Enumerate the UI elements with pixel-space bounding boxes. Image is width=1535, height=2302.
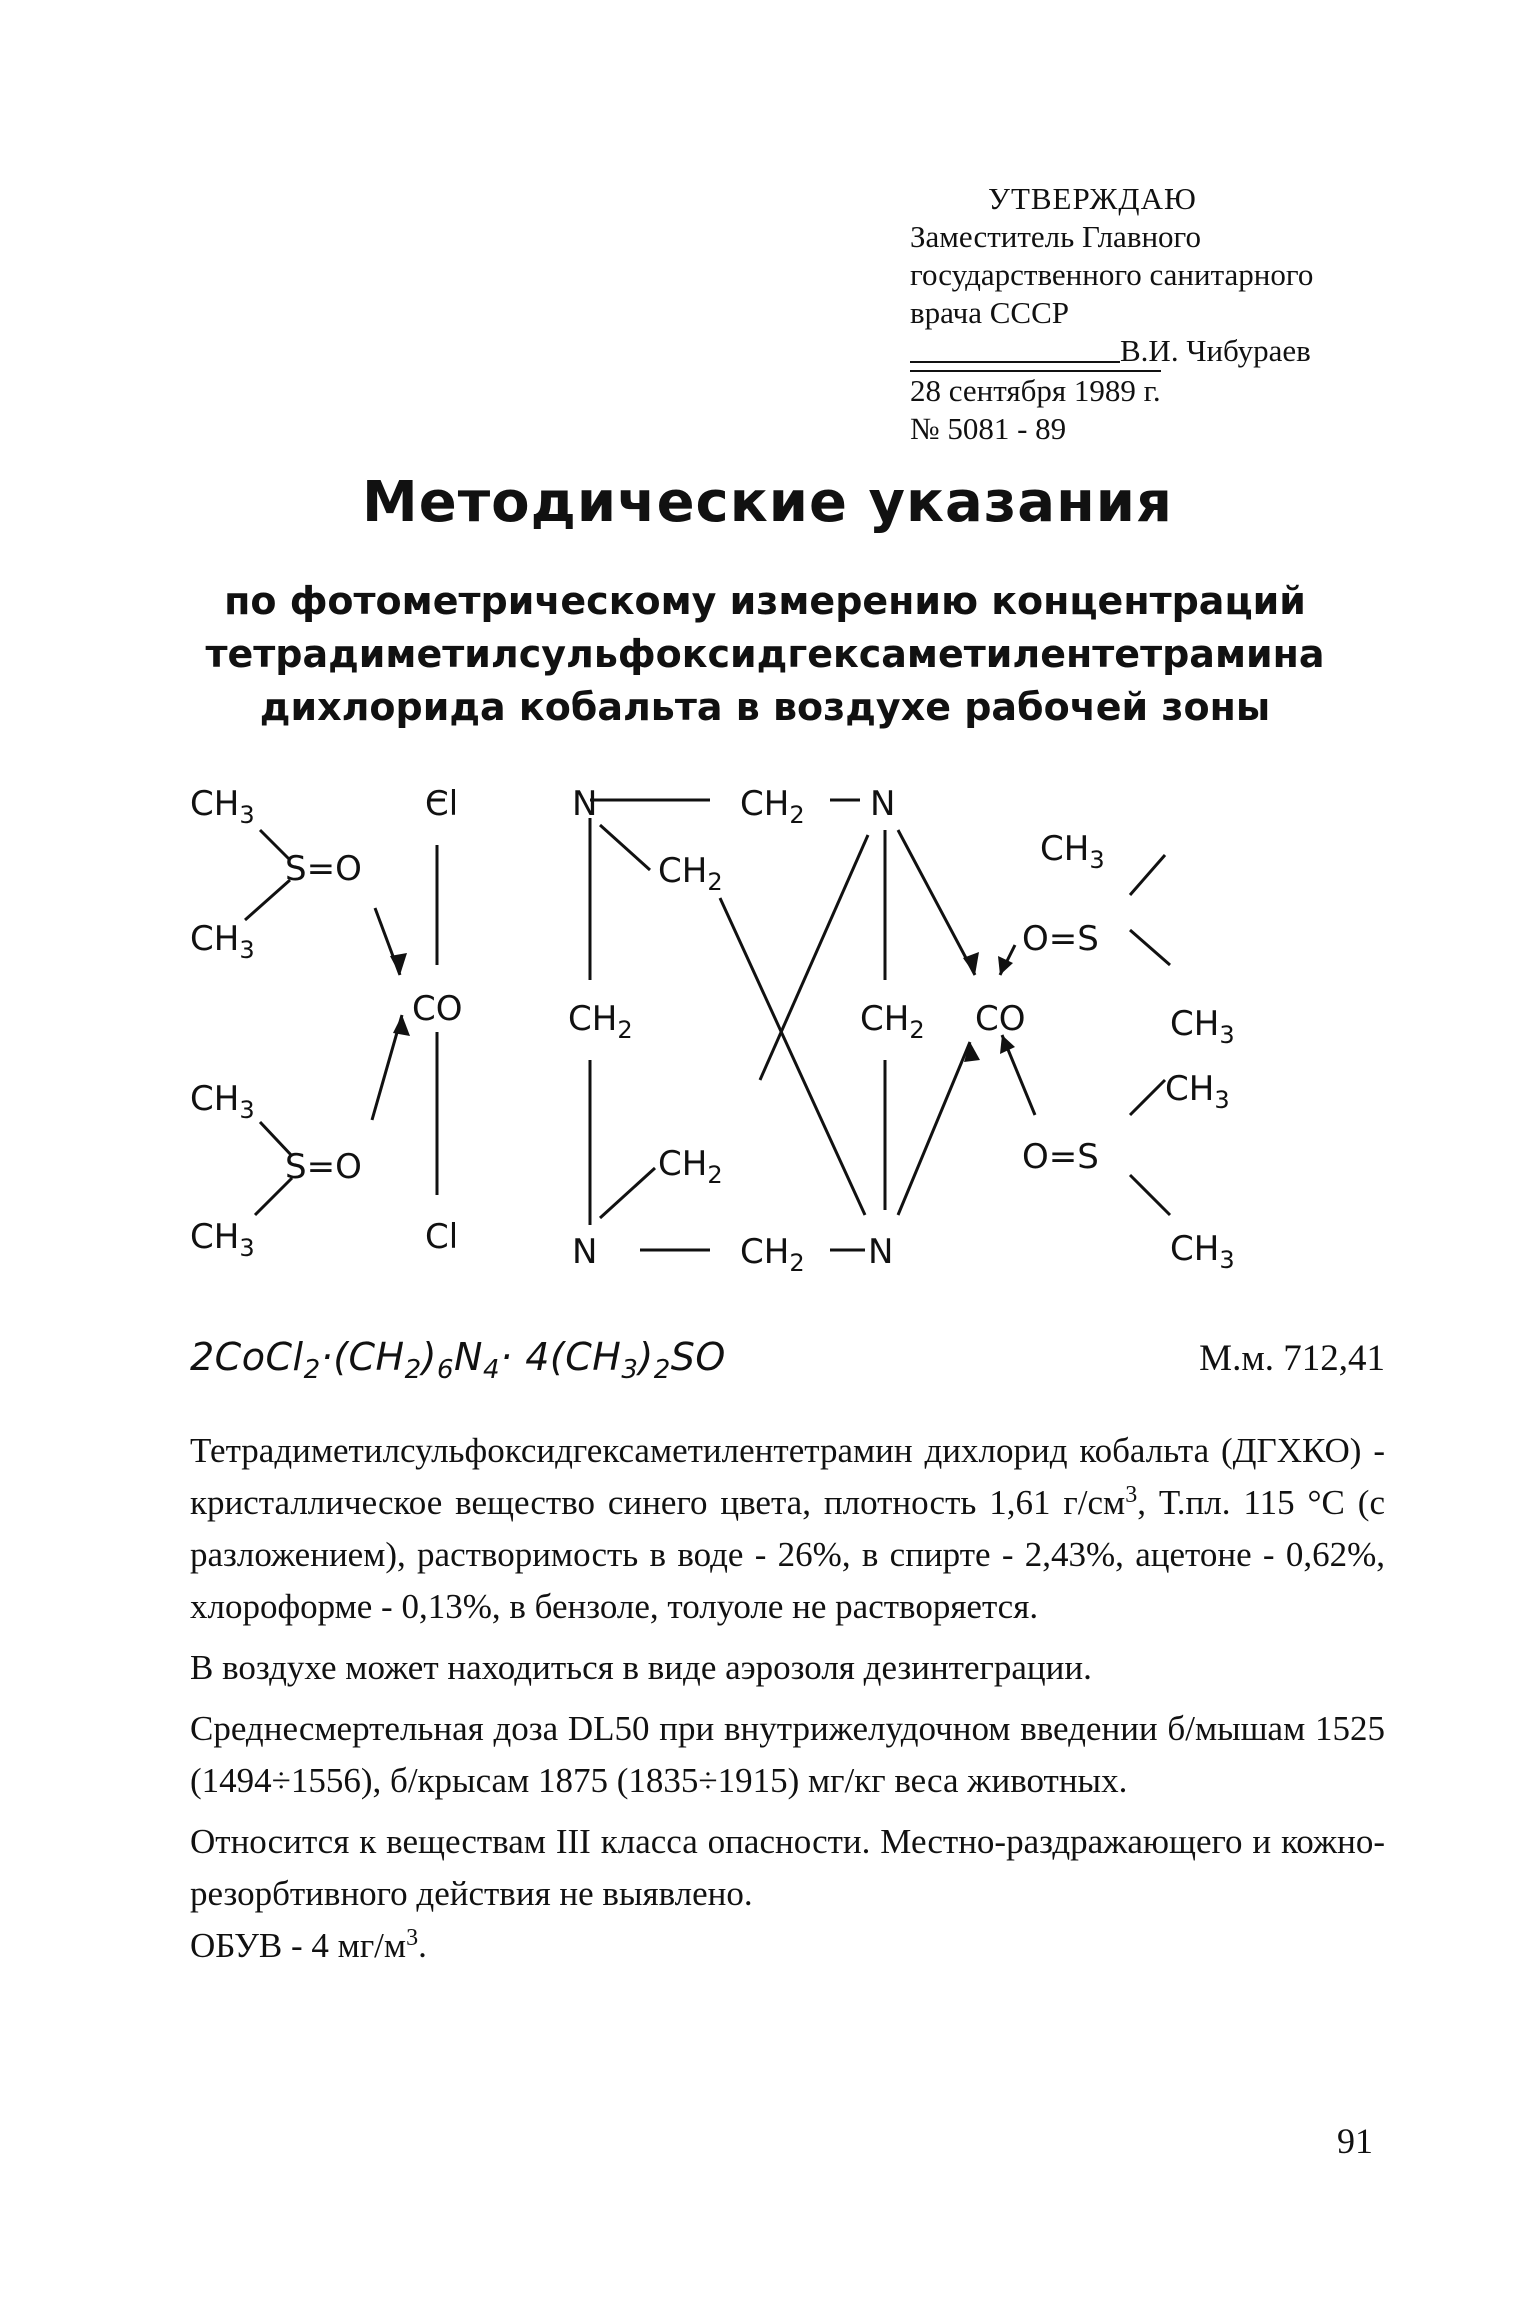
arrow-head bbox=[390, 953, 407, 975]
methyl-group: $CH_3$ bbox=[1040, 829, 1105, 874]
methylene-group: $CH_2$ bbox=[658, 851, 723, 896]
approval-line-3: врача СССР bbox=[910, 295, 1070, 330]
bond bbox=[1130, 1175, 1170, 1215]
subtitle-line-2: тетрадиметилсульфоксидгексаметилентетрамина bbox=[205, 632, 1325, 676]
nitrogen-atom: N bbox=[572, 784, 598, 824]
methylene-group: $CH_2$ bbox=[658, 1144, 723, 1189]
signature-blank bbox=[910, 361, 1120, 363]
chlorine-atom: Cl bbox=[425, 1217, 459, 1257]
methyl-group: $CH_3$ bbox=[1170, 1004, 1235, 1049]
bond bbox=[600, 1168, 655, 1218]
approval-block bbox=[910, 180, 1390, 448]
document-title: Методические указания bbox=[362, 470, 1173, 535]
arrow-heads bbox=[390, 952, 1015, 1062]
methyl-group: $CH_3$ bbox=[190, 784, 255, 829]
arrow-head bbox=[393, 1015, 410, 1036]
approval-heading: УТВЕРЖДАЮ bbox=[988, 181, 1197, 216]
sulfoxide-group: O=S bbox=[1022, 919, 1099, 959]
subtitle-line-1: по фотометрическому измерению концентраций bbox=[224, 579, 1306, 623]
bond bbox=[600, 825, 650, 870]
bond bbox=[1130, 930, 1170, 965]
bond bbox=[720, 898, 865, 1215]
methylene-group: $CH_2$ bbox=[568, 999, 633, 1044]
structural-formula bbox=[180, 770, 1330, 1290]
bond bbox=[898, 1042, 970, 1215]
nitrogen-atom: N bbox=[870, 784, 896, 824]
approval-date: 28 сентября 1989 г. bbox=[910, 370, 1161, 410]
methyl-group: $CH_3$ bbox=[190, 919, 255, 964]
approval-number: № 5081 - 89 bbox=[910, 411, 1067, 446]
methylene-group: $CH_2$ bbox=[740, 784, 805, 829]
body-text bbox=[190, 1425, 1385, 1981]
bond bbox=[898, 830, 975, 975]
methylene-group: $CH_2$ bbox=[740, 1232, 805, 1277]
paragraph-aerosol: В воздухе может находиться в виде аэрозоля дезинтеграции. bbox=[190, 1648, 1092, 1687]
arrow-head bbox=[998, 956, 1013, 975]
nitrogen-atom: N bbox=[868, 1232, 894, 1272]
bond bbox=[1130, 855, 1165, 895]
sulfoxide-group: S=O bbox=[285, 849, 362, 889]
bond bbox=[245, 880, 290, 920]
paragraph-hazard-class: Относится к веществам III класса опасности. Местно-раздражающего и кожно-резорбтивного действия не выявлено. bbox=[190, 1822, 1385, 1913]
nitrogen-atom: N bbox=[572, 1232, 598, 1272]
methyl-group: $CH_3$ bbox=[1170, 1229, 1235, 1274]
signature-line bbox=[910, 332, 1390, 370]
page-number: 91 bbox=[1337, 2121, 1373, 2161]
methylene-group: $CH_2$ bbox=[860, 999, 925, 1044]
methyl-group: $CH_3$ bbox=[1165, 1069, 1230, 1114]
molecular-weight: М.м. 712,41 bbox=[1199, 1338, 1385, 1379]
methyl-group: $CH_3$ bbox=[190, 1217, 255, 1262]
cobalt-atom: CO bbox=[975, 999, 1026, 1039]
empirical-formula: $2CoCl_2\cdot(CH_2)_6N_4\cdot 4(CH_3)_2SO$ bbox=[190, 1335, 726, 1385]
sulfoxide-group: O=S bbox=[1022, 1137, 1099, 1177]
bond bbox=[760, 835, 868, 1080]
approval-line-1: Заместитель Главного bbox=[910, 219, 1201, 254]
signatory-name: В.И. Чибураев bbox=[1120, 333, 1311, 368]
paragraph-toxicity: Среднесмертельная доза DL50 при внутрижелудочном введении б/мышам 1525 (1494÷1556), б/крысам 1875 (1835÷1915) мг/кг веса животных. bbox=[190, 1709, 1385, 1800]
bond bbox=[1130, 1080, 1165, 1115]
chlorine-atom: Cl bbox=[425, 784, 459, 824]
paragraph-properties: Тетрадиметилсульфоксидгексаметилентетрамин дихлорид кобальта (ДГХКО) - кристаллическое вещество синего цвета, плотность 1,61 $г/см^3$, Т.пл. 115 °С (с разложением), растворимость в воде - 26%, в спирте - 2,43%, ацетоне - 0,62%, хлороформе - 0,13%, в бензоле, толуоле не растворяется. bbox=[190, 1431, 1385, 1626]
paragraph-obuv: ОБУВ - 4 $мг/м^3$. bbox=[190, 1925, 427, 1965]
cobalt-atom: CO bbox=[412, 989, 463, 1029]
subtitle-line-3: дихлорида кобальта в воздухе рабочей зоны bbox=[259, 685, 1271, 729]
document-subtitle bbox=[130, 575, 1400, 734]
methyl-group: $CH_3$ bbox=[190, 1079, 255, 1124]
sulfoxide-group: S=O bbox=[285, 1147, 362, 1187]
formula-row bbox=[190, 1335, 1385, 1395]
approval-line-2: государственного санитарного bbox=[910, 257, 1314, 292]
